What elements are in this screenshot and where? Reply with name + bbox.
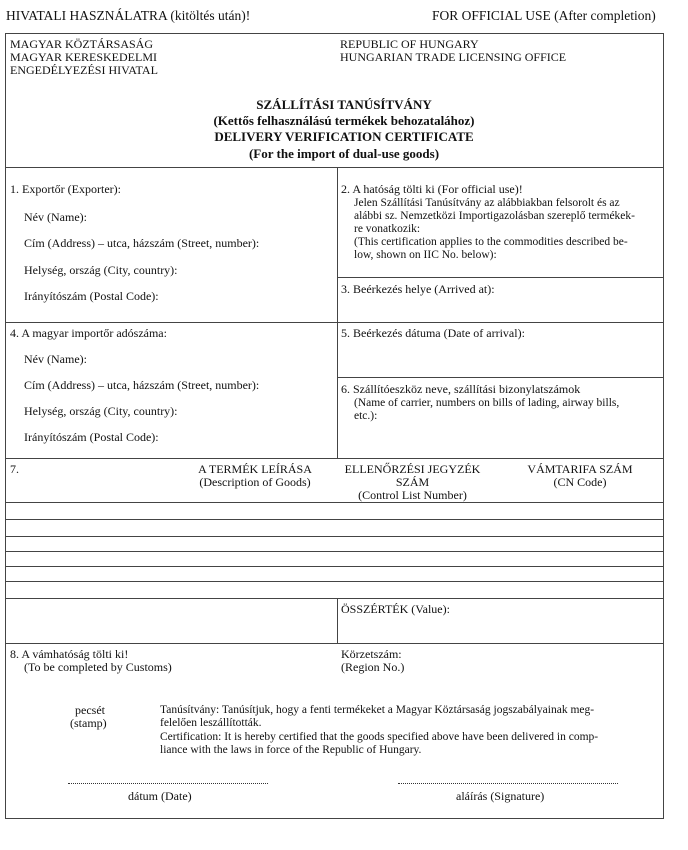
- box4-postal-label: Irányítószám (Postal Code):: [24, 430, 159, 444]
- signature-label: aláírás (Signature): [456, 789, 545, 803]
- office-hu-line-2: MAGYAR KERESKEDELMI: [10, 50, 157, 64]
- certification-en-line-1: Certification: It is hereby certified that the goods specified above have been delivered in comp-: [160, 731, 599, 743]
- office-hu-line-3: ENGEDÉLYEZÉSI HIVATAL: [10, 63, 158, 77]
- stamp-label-en: (stamp): [70, 716, 107, 730]
- goods-row-4: [5, 551, 664, 552]
- divider-box5-box6: [337, 377, 664, 378]
- goods-row-5: [5, 566, 664, 567]
- office-en-line-2: HUNGARIAN TRADE LICENSING OFFICE: [340, 50, 567, 64]
- divider-column-total: [337, 598, 338, 643]
- box1-address-label: Cím (Address) – utca, házszám (Street, number):: [24, 236, 260, 250]
- box2-heading: 2. A hatóság tölti ki (For official use)!: [341, 182, 523, 196]
- box8-heading-en: (To be completed by Customs): [24, 660, 172, 674]
- box6-text-line-2: etc.):: [354, 410, 378, 422]
- form-subtitle-hu: (Kettős felhasználású termékek behozatalához): [213, 113, 475, 128]
- goods-row-6: [5, 581, 664, 582]
- divider-box7-box8: [5, 643, 664, 644]
- box2-text-line-5: low, shown on IIC No. below):: [354, 249, 497, 261]
- cn-code-header-en: (CN Code): [553, 475, 607, 489]
- signature-line[interactable]: [398, 783, 618, 784]
- box8-heading: 8. A vámhatóság tölti ki!: [10, 647, 129, 661]
- certification-hu-line-2: felelően leszállították.: [160, 717, 262, 729]
- control-list-header-en: (Control List Number): [358, 488, 467, 502]
- form-title-en: DELIVERY VERIFICATION CERTIFICATE: [214, 129, 474, 144]
- box4-name-label: Név (Name):: [24, 352, 87, 366]
- form-title-hu: SZÁLLÍTÁSI TANÚSÍTVÁNY: [256, 97, 432, 112]
- box4-heading: 4. A magyar importőr adószáma:: [10, 326, 167, 340]
- box1-heading: 1. Exportőr (Exporter):: [10, 182, 121, 196]
- divider-box4-box7: [5, 458, 664, 459]
- box7-number: 7.: [10, 462, 19, 476]
- divider-column-upper: [337, 167, 338, 458]
- control-list-header-hu-1: ELLENŐRZÉSI JEGYZÉK: [344, 462, 481, 476]
- box2-text-line-4: (This certification applies to the commodities described be-: [354, 236, 628, 248]
- divider-title: [5, 167, 664, 168]
- goods-row-2: [5, 519, 664, 520]
- region-no-label-hu: Körzetszám:: [341, 647, 402, 661]
- control-list-header-hu-2: SZÁM: [395, 475, 430, 489]
- goods-row-3: [5, 536, 664, 537]
- box5-heading: 5. Beérkezés dátuma (Date of arrival):: [341, 326, 525, 340]
- date-line[interactable]: [68, 783, 268, 784]
- box1-name-label: Név (Name):: [24, 210, 87, 224]
- date-label: dátum (Date): [128, 789, 192, 803]
- office-en-line-1: REPUBLIC OF HUNGARY: [340, 37, 479, 51]
- goods-row-1: [5, 502, 664, 503]
- box6-text-line-1: (Name of carrier, numbers on bills of lading, airway bills,: [354, 397, 620, 409]
- form-subtitle-en: (For the import of dual-use goods): [248, 146, 440, 161]
- box4-address-label: Cím (Address) – utca, házszám (Street, number):: [24, 378, 260, 392]
- box2-text-line-2: alábbi sz. Nemzetközi Importigazolásban szereplő termékek-: [354, 210, 635, 222]
- official-use-note-en: FOR OFFICIAL USE (After completion): [432, 8, 656, 23]
- official-use-note-hu: HIVATALI HASZNÁLATRA (kitöltés után)!: [6, 8, 251, 23]
- divider-box1-box4: [5, 322, 664, 323]
- box1-postal-label: Irányítószám (Postal Code):: [24, 289, 159, 303]
- goods-description-header-hu: A TERMÉK LEÍRÁSA: [198, 462, 312, 476]
- divider-box2-box3: [337, 277, 664, 278]
- total-value-label: ÖSSZÉRTÉK (Value):: [341, 602, 450, 616]
- stamp-label-hu: pecsét: [75, 703, 105, 717]
- goods-row-7: [5, 598, 664, 599]
- cn-code-header-hu: VÁMTARIFA SZÁM: [527, 462, 633, 476]
- box4-city-label: Helység, ország (City, country):: [24, 404, 178, 418]
- box2-text-line-1: Jelen Szállítási Tanúsítvány az alábbiakban felsorolt és az: [354, 197, 620, 209]
- region-no-label-en: (Region No.): [341, 660, 405, 674]
- certification-en-line-2: liance with the laws in force of the Republic of Hungary.: [160, 744, 422, 756]
- box1-city-label: Helység, ország (City, country):: [24, 263, 178, 277]
- office-hu-line-1: MAGYAR KÖZTÁRSASÁG: [10, 37, 154, 51]
- box6-heading: 6. Szállítóeszköz neve, szállítási bizonylatszámok: [341, 382, 581, 396]
- box2-text-line-3: re vonatkozik:: [354, 223, 421, 235]
- box3-heading: 3. Beérkezés helye (Arrived at):: [341, 282, 495, 296]
- goods-description-header-en: (Description of Goods): [199, 475, 311, 489]
- certification-hu-line-1: Tanúsítvány: Tanúsítjuk, hogy a fenti termékeket a Magyar Köztársaság jogszabályainak meg-: [160, 704, 595, 716]
